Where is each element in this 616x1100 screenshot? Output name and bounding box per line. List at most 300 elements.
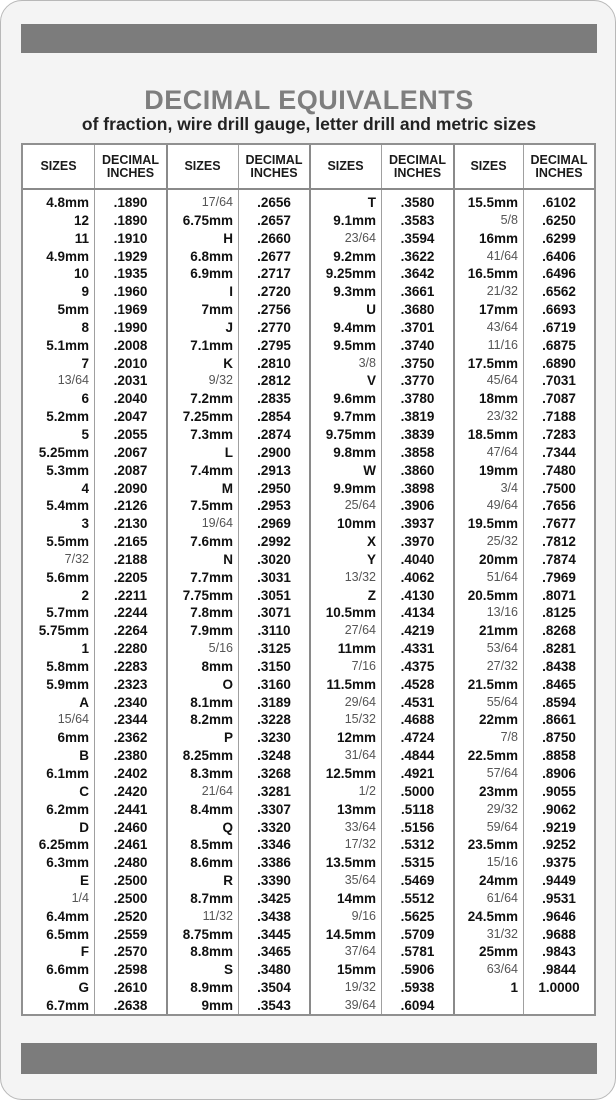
decimal-cell: .2040	[113, 391, 148, 407]
size-cell: 9mm	[201, 997, 233, 1013]
decimal-cell: .3248	[257, 748, 291, 764]
decimal-cell: .2031	[113, 373, 148, 389]
decimal-cell: .8465	[542, 676, 576, 692]
size-cell: P	[223, 730, 233, 746]
decimal-cell: .2188	[113, 551, 148, 567]
decimal-cell: .2461	[113, 837, 148, 853]
size-cell: 4.8mm	[46, 195, 89, 210]
size-cell: F	[80, 944, 89, 960]
size-cell: 5.25mm	[38, 444, 89, 460]
decimal-cell: .2717	[257, 266, 291, 282]
size-cell: 12mm	[336, 730, 376, 746]
size-cell: 41/64	[486, 248, 518, 263]
size-cell: 20mm	[478, 551, 518, 567]
decimal-cell: .2283	[113, 658, 148, 674]
decimal-cell: .9055	[542, 783, 576, 799]
decimal-cell: .2598	[113, 962, 148, 978]
size-cell: E	[79, 873, 89, 889]
decimal-cell: .3898	[400, 480, 435, 496]
decimal-cell: .2402	[113, 766, 148, 781]
decimal-cell: .9646	[542, 908, 576, 924]
decimal-cell: .5118	[400, 801, 435, 817]
size-cell: 59/64	[486, 819, 518, 834]
size-cell: 5.5mm	[46, 534, 89, 550]
sizes-column-4	[454, 194, 523, 997]
decimal-cell: .8661	[542, 712, 576, 728]
size-cell: 7.2mm	[190, 391, 233, 407]
size-cell: 10	[73, 266, 89, 282]
size-cell: 5/16	[208, 641, 233, 656]
decimal-cell: .6299	[542, 230, 576, 246]
decimal-cell: .3819	[400, 409, 435, 425]
top-band	[21, 24, 597, 53]
size-cell: 6.6mm	[46, 962, 89, 978]
size-cell: O	[222, 676, 233, 692]
header-decimal-inches: DECIMAL INCHES	[102, 152, 159, 180]
decimal-cell: .6890	[542, 355, 576, 371]
decimal-cell: .9844	[542, 962, 576, 978]
decimal-cell: .3307	[257, 801, 291, 817]
size-cell: 12	[73, 212, 89, 228]
decimal-cell: .9688	[542, 926, 576, 942]
decimal-cell: .2812	[257, 373, 291, 389]
size-cell: 7.3mm	[190, 426, 233, 442]
size-cell: 17.5mm	[467, 355, 518, 371]
decimal-cell: .1929	[113, 248, 148, 264]
decimal-cell: .3071	[257, 605, 291, 621]
size-cell: 6	[81, 391, 89, 407]
decimal-cell: .3230	[257, 730, 291, 746]
decimal-cell: .3858	[400, 444, 435, 460]
size-cell: 4	[81, 480, 89, 496]
decimal-cell: .7344	[542, 444, 576, 460]
size-cell: 31/64	[344, 748, 376, 763]
decimal-cell: .3780	[400, 391, 435, 407]
size-cell: 8.3mm	[190, 766, 233, 781]
size-cell: 5mm	[57, 302, 89, 318]
header-sizes: SIZES	[470, 159, 507, 173]
decimal-cell: .3189	[257, 694, 291, 710]
decimal-cell: .2441	[113, 801, 148, 817]
size-cell: 7.9mm	[190, 623, 233, 639]
size-cell: C	[79, 783, 89, 799]
decimal-cell: .2323	[113, 676, 148, 692]
size-cell: 17mm	[478, 302, 518, 318]
size-cell: 14.5mm	[325, 926, 376, 942]
size-cell: 9.4mm	[333, 319, 376, 335]
size-cell: 13/32	[344, 569, 376, 584]
size-cell: 1/2	[358, 783, 376, 798]
decimal-cell: .5709	[400, 926, 435, 942]
size-cell: 19.5mm	[467, 516, 518, 532]
decimal-cell: .2953	[257, 498, 291, 514]
size-cell: 5.1mm	[46, 337, 89, 353]
header-divider	[23, 188, 594, 190]
size-cell: 23/32	[486, 409, 518, 424]
size-cell: 7mm	[201, 302, 233, 318]
size-cell: 5.2mm	[46, 409, 89, 425]
decimal-cell: .2756	[257, 302, 291, 318]
size-cell: 10mm	[336, 516, 376, 532]
size-cell: 7/8	[500, 730, 518, 745]
decimal-cell: .5312	[400, 837, 435, 853]
size-cell: 5.3mm	[46, 462, 89, 478]
size-cell: 27/64	[344, 623, 376, 638]
size-cell: B	[79, 748, 89, 764]
size-cell: 7/32	[64, 551, 89, 566]
size-cell: 1	[81, 641, 89, 657]
size-cell: 3/4	[500, 480, 518, 495]
decimal-cell: .2087	[113, 462, 148, 478]
size-cell: 16mm	[478, 230, 518, 246]
size-cell: 3/8	[358, 355, 376, 370]
decimal-cell: .2900	[257, 444, 291, 460]
size-cell: X	[366, 534, 376, 550]
page-subtitle: of fraction, wire drill gauge, letter drill and metric sizes	[81, 114, 537, 134]
decimal-cell: .5315	[400, 855, 435, 871]
size-cell: 25/32	[486, 534, 518, 549]
decimal-cell: .1969	[113, 302, 148, 318]
size-cell: 18mm	[478, 391, 518, 407]
size-cell: 9.9mm	[333, 480, 376, 496]
size-cell: 17/32	[344, 837, 376, 852]
size-cell: 7.4mm	[190, 462, 233, 478]
header-sizes: SIZES	[327, 159, 364, 173]
decimal-cell: .5781	[400, 944, 435, 960]
size-cell: 23/64	[344, 230, 376, 245]
size-cell: 12.5mm	[325, 766, 376, 781]
size-cell: 21/64	[201, 783, 233, 798]
decimal-cell: .2067	[113, 444, 148, 460]
size-cell: Y	[366, 551, 376, 567]
size-cell: 55/64	[486, 694, 518, 709]
size-cell: 6.8mm	[190, 248, 233, 264]
size-cell: 24.5mm	[467, 908, 518, 924]
decimal-cell: .2950	[257, 480, 291, 496]
size-cell: 57/64	[486, 766, 518, 780]
decimal-cell: .3110	[257, 623, 291, 639]
size-cell: M	[221, 480, 233, 496]
size-cell: 22mm	[478, 712, 518, 728]
size-cell: 37/64	[344, 944, 376, 959]
size-cell: I	[229, 284, 233, 300]
size-cell: 23.5mm	[467, 837, 518, 853]
size-cell: 29/32	[486, 801, 518, 816]
size-cell: 9.1mm	[333, 212, 376, 228]
size-cell: 19/64	[201, 516, 233, 531]
decimal-cell: .8438	[542, 658, 576, 674]
size-cell: 15mm	[336, 962, 376, 978]
size-cell: 15.5mm	[467, 195, 518, 210]
size-cell: 22.5mm	[467, 748, 518, 764]
decimals-column-4	[524, 194, 594, 997]
decimal-cell: .2795	[257, 337, 291, 353]
size-cell: 11/32	[202, 908, 233, 923]
size-cell: 5.6mm	[46, 569, 89, 585]
decimal-cell: .1890	[113, 212, 148, 228]
size-cell: L	[224, 444, 233, 460]
decimal-cell: .3020	[257, 551, 291, 567]
decimal-cell: .3937	[400, 516, 435, 532]
decimal-cell: .9252	[542, 837, 576, 853]
decimal-cell: .3580	[400, 195, 435, 210]
size-cell: 9.75mm	[325, 426, 376, 442]
size-cell: 9.5mm	[333, 337, 376, 353]
size-cell: 9.25mm	[325, 266, 376, 282]
decimal-cell: .9375	[542, 855, 576, 871]
size-cell: 9.6mm	[333, 391, 376, 407]
size-cell: 13mm	[336, 801, 376, 817]
decimal-cell: .6250	[542, 212, 576, 228]
decimal-cell: .2913	[257, 462, 291, 478]
size-cell: 17/64	[201, 195, 233, 209]
size-cell: 7.6mm	[190, 534, 233, 550]
size-cell: 7/16	[351, 658, 376, 673]
decimal-cell: .5625	[400, 908, 435, 924]
size-cell: 1/4	[71, 890, 89, 905]
decimal-cell: .4844	[400, 748, 435, 764]
decimal-cell: .4219	[400, 623, 435, 639]
decimal-cell: .9449	[542, 873, 576, 889]
decimal-cell: .2500	[113, 890, 148, 906]
decimal-cell: .2969	[257, 516, 291, 532]
size-cell: 8.2mm	[190, 712, 233, 728]
size-cell: 19/32	[344, 980, 376, 995]
decimal-cell: .7500	[542, 480, 576, 496]
decimal-cell: .1890	[113, 195, 148, 210]
size-cell: 6mm	[57, 730, 89, 746]
size-cell: 9.8mm	[333, 444, 376, 460]
decimal-cell: .8594	[542, 694, 576, 710]
size-cell: 7	[81, 355, 89, 371]
size-cell: 39/64	[344, 997, 376, 1012]
decimal-cell: .6102	[542, 195, 576, 210]
size-cell: 8mm	[201, 658, 233, 674]
decimal-cell: .5512	[400, 890, 435, 906]
size-cell: 63/64	[486, 962, 518, 977]
decimal-cell: .2008	[113, 337, 148, 353]
size-cell: 5.9mm	[46, 676, 89, 692]
decimal-cell: .3906	[400, 498, 435, 514]
size-cell: 6.75mm	[182, 212, 233, 228]
size-cell: 21.5mm	[467, 676, 518, 692]
decimal-cell: .8858	[542, 748, 576, 764]
size-cell: 61/64	[486, 890, 518, 905]
decimal-cell: .7874	[542, 551, 576, 567]
size-cell: 7.5mm	[190, 498, 233, 514]
sizes-column-3	[310, 194, 381, 1015]
size-cell: 5.4mm	[46, 498, 89, 514]
decimal-cell: .3680	[400, 302, 435, 318]
decimal-cell: .3594	[400, 230, 435, 246]
decimal-cell: .3642	[400, 266, 435, 282]
decimal-cell: .2810	[257, 355, 291, 371]
size-cell: 20.5mm	[467, 587, 518, 603]
size-cell: 21mm	[478, 623, 518, 639]
decimal-cell: .3740	[400, 337, 435, 353]
size-cell: 35/64	[344, 873, 376, 888]
size-cell: 29/64	[344, 694, 376, 709]
decimal-cell: .2656	[257, 195, 291, 210]
header-decimal-inches: DECIMAL INCHES	[530, 152, 588, 180]
size-cell: N	[223, 551, 233, 567]
size-cell: 11mm	[337, 641, 376, 657]
size-cell: 16.5mm	[467, 266, 518, 282]
decimal-cell: .6406	[542, 248, 576, 264]
decimal-cell: .3445	[257, 926, 291, 942]
decimal-cell: .3438	[257, 908, 291, 924]
decimal-cell: .2420	[113, 783, 148, 799]
size-cell: 10.5mm	[325, 605, 376, 621]
decimal-cell: .2677	[257, 248, 291, 264]
size-cell: K	[223, 355, 233, 371]
size-cell: 7.75mm	[182, 587, 233, 603]
decimal-cell: .7969	[542, 569, 576, 585]
decimal-cell: .4688	[400, 712, 435, 728]
decimal-cell: .3860	[400, 462, 435, 478]
decimal-cell: .3150	[257, 658, 291, 674]
decimal-cell: .7677	[542, 516, 576, 532]
size-cell: 3	[81, 516, 89, 532]
decimal-cell: .6094	[400, 997, 435, 1013]
size-cell: 7.25mm	[182, 409, 233, 425]
decimal-cell: .1960	[113, 284, 148, 300]
decimals-column-2	[239, 194, 309, 1015]
decimal-cell: .2244	[113, 605, 148, 621]
decimal-cell: .3480	[257, 962, 291, 978]
size-cell: 4.9mm	[46, 248, 89, 264]
decimal-cell: .3281	[257, 783, 291, 799]
size-cell: 5.8mm	[46, 658, 89, 674]
size-cell: 8.1mm	[190, 694, 233, 710]
decimal-cell: .3125	[257, 641, 291, 657]
decimal-cell: .8281	[542, 641, 576, 657]
decimal-cell: .7283	[542, 426, 576, 442]
size-cell: 5.75mm	[38, 623, 89, 639]
size-cell: 11/16	[487, 337, 518, 352]
decimal-cell: .2638	[113, 997, 148, 1013]
decimal-cell: .2874	[257, 426, 291, 442]
decimal-cell: .7087	[542, 391, 576, 407]
decimal-cell: .8125	[542, 605, 576, 621]
size-cell: W	[363, 462, 376, 478]
decimal-cell: 1.0000	[538, 980, 580, 996]
decimal-cell: .3750	[400, 355, 435, 371]
decimal-cell: .8906	[542, 766, 576, 781]
decimal-cell: .2854	[257, 409, 291, 425]
size-cell: 13/64	[57, 373, 89, 388]
decimals-column-1	[95, 194, 166, 1015]
decimal-cell: .9219	[542, 819, 576, 835]
size-cell: 24mm	[478, 873, 518, 889]
decimal-cell: .7656	[542, 498, 576, 514]
decimal-cell: .1990	[113, 319, 148, 335]
decimal-cell: .2362	[113, 730, 148, 746]
decimal-cell: .2010	[113, 355, 148, 371]
size-cell: D	[79, 819, 89, 835]
size-cell: 31/32	[486, 926, 518, 941]
decimal-cell: .2770	[257, 319, 291, 335]
size-cell: 8.5mm	[190, 837, 233, 853]
size-cell: 21/32	[486, 284, 518, 299]
decimal-cell: .3465	[257, 944, 291, 960]
size-cell: 1	[510, 980, 518, 996]
size-cell: 5.7mm	[46, 605, 89, 621]
decimal-cell: .2480	[113, 855, 148, 871]
decimal-cell: .5938	[400, 980, 435, 996]
decimal-cell: .3770	[400, 373, 435, 389]
size-cell: 8.6mm	[190, 855, 233, 871]
decimal-cell: .2460	[113, 819, 148, 835]
decimal-cell: .2055	[113, 426, 148, 442]
decimal-cell: .4531	[400, 694, 435, 710]
decimal-cell: .4724	[400, 730, 435, 746]
size-cell: 8.75mm	[182, 926, 233, 942]
size-cell: 18.5mm	[467, 426, 518, 442]
decimal-cell: .2520	[113, 908, 148, 924]
decimal-cell: .3268	[257, 766, 291, 781]
decimal-equivalents-table	[21, 143, 596, 1016]
header-decimal-inches: DECIMAL INCHES	[389, 152, 446, 180]
decimal-cell: .3504	[257, 980, 291, 996]
decimal-cell: .4528	[400, 676, 435, 692]
decimal-cell: .2835	[257, 391, 291, 407]
decimal-cell: .3346	[257, 837, 291, 853]
header-sizes: SIZES	[40, 159, 77, 173]
decimal-cell: .6875	[542, 337, 576, 353]
decimal-cell: .7480	[542, 462, 576, 478]
size-cell: 43/64	[486, 319, 518, 334]
decimal-cell: .3661	[400, 284, 435, 300]
decimal-cell: .2047	[113, 409, 148, 425]
decimal-cell: .4130	[400, 587, 435, 603]
size-cell: A	[79, 694, 89, 710]
decimal-cell: .2211	[113, 587, 148, 603]
decimal-cell: .3160	[257, 676, 291, 692]
size-cell: 27/32	[486, 658, 518, 673]
size-cell: 2	[81, 587, 89, 603]
size-cell: Z	[367, 587, 376, 603]
header-sizes: SIZES	[184, 159, 221, 173]
decimal-cell: .3701	[400, 319, 435, 335]
decimal-cell: .3583	[400, 212, 435, 228]
decimal-cell: .3228	[257, 712, 291, 728]
decimal-cell: .2280	[113, 641, 148, 657]
size-cell: 11	[74, 230, 89, 246]
decimal-cell: .4134	[400, 605, 435, 621]
header-decimal-inches: DECIMAL INCHES	[245, 152, 303, 180]
size-cell: 6.25mm	[38, 837, 89, 853]
size-cell: 15/64	[57, 712, 89, 727]
size-cell: 8.9mm	[190, 980, 233, 996]
size-cell: 13.5mm	[325, 855, 376, 871]
decimal-cell: .2264	[113, 623, 148, 639]
size-cell: 9/16	[351, 908, 376, 923]
decimal-cell: .4062	[400, 569, 435, 585]
decimal-cell: .4921	[400, 766, 435, 781]
decimal-cell: .3839	[400, 426, 435, 442]
decimal-cell: .8750	[542, 730, 576, 746]
decimal-cell: .6562	[542, 284, 576, 300]
decimal-cell: .5906	[400, 962, 435, 978]
size-cell: 9.3mm	[333, 284, 376, 300]
decimal-cell: .4375	[400, 658, 435, 674]
size-cell: H	[223, 230, 233, 246]
decimal-cell: .2559	[113, 926, 148, 942]
decimal-cell: .2610	[113, 980, 148, 996]
decimal-cell: .2090	[113, 480, 148, 496]
decimals-column-3	[382, 194, 453, 1015]
